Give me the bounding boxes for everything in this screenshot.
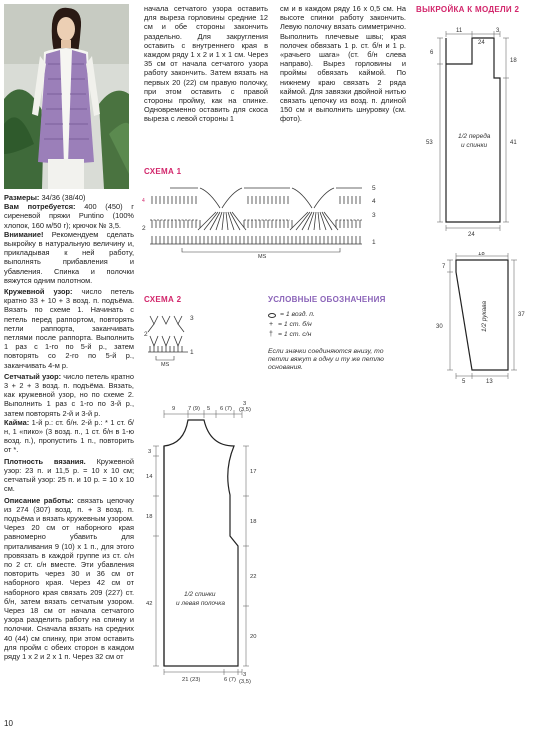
sleeve-dim-bottom-2: 13 — [486, 379, 493, 384]
page-number: 10 — [4, 719, 13, 728]
main-dim-right-22: 22 — [250, 574, 257, 580]
left-column-text — [4, 193, 134, 661]
front-dim-top-3: 24 — [478, 40, 485, 46]
edging-text: 1-й р.: ст. б/н. 2-й р.: * 1 ст. б/н, 1 «пико» (3 возд. п., 1 ст. б/н в 1-ю возд. п.), пропустить 1 п., повторить от *. — [4, 417, 134, 455]
chain-stitch-icon — [268, 313, 276, 318]
front-dim-left-1: 6 — [430, 50, 434, 56]
main-dim-top-3: 3 — [243, 401, 247, 407]
main-label-2: и левая полочка — [176, 600, 225, 607]
front-dim-right-1: 18 — [510, 58, 517, 64]
legend-item-dc: † = 1 ст. с/н — [269, 331, 312, 338]
legend — [268, 310, 398, 372]
main-dim-right-18: 18 — [250, 519, 257, 525]
schema2-row-1: 1 — [190, 349, 194, 356]
sleeve-schematic — [426, 252, 536, 384]
legend-item-chain: = 1 возд. п. — [268, 310, 398, 320]
front-label-1: 1/2 переда — [458, 133, 491, 140]
sleeve-dim-left-2: 30 — [436, 324, 443, 330]
lace-pattern-title: Кружевной узор: — [4, 287, 73, 297]
instructions-continued-col2: начала сетчатого узора оставить для выреза горловины средние 12 см и обе стороны закончить раздельно. Для закругления оставить с внутреннего края в каждом ряду 1 х 2 и 1 х 1 см. Через 35 см от начала сетчатого узора работу закончить. Затем вязать на первых 20 (22) см правую полочку, при этом оставить с правой стороны пройму, как на спинке. Одновременно оставить для скоса выреза с левой стороны 1 — [144, 4, 268, 124]
gauge-text: Кружевной узор: 23 п. и 11,5 р. = 10 х 10 см; сетчатый узор: 25 п. и 10 р. = 10 х 10 см. — [4, 456, 135, 494]
main-dim-right-17: 17 — [250, 469, 257, 475]
schema2-title: СХЕМА 2 — [144, 295, 182, 304]
sleeve-dim-left-1: 7 — [442, 264, 446, 270]
front-dim-bottom: 24 — [468, 232, 475, 238]
svg-text:4: 4 — [142, 198, 145, 204]
schema1-row-1: 1 — [372, 239, 376, 246]
main-dim-top-35: (3,5) — [239, 407, 251, 413]
schema2-row-2: 2 — [144, 331, 148, 338]
schema1-row-5: 5 — [372, 185, 376, 192]
main-dim-right-20: 20 — [250, 634, 257, 640]
edging-title: Кайма: — [4, 417, 30, 427]
main-dim-top-7: 7 (9) — [188, 406, 200, 412]
schema2-ms: MS — [161, 362, 170, 368]
sleeve-dim-top: 18 — [478, 252, 485, 257]
sizes-text: 34/36 (38/40) — [39, 193, 86, 202]
front-back-schematic — [418, 26, 536, 238]
schema2-row-3: 3 — [190, 315, 194, 322]
legend-item-sc: + = 1 ст. б/н — [268, 321, 312, 328]
main-dim-bottom-6: 6 (7) — [224, 677, 236, 683]
materials-text: 400 (450) г сиреневой пряжи Puntino (100% хлопок, 160 м/50 г); крючок № 3,5. — [4, 202, 134, 230]
front-dim-top-2: 3 — [496, 28, 500, 34]
main-dim-left-42: 42 — [146, 601, 153, 607]
sleeve-dim-right: 37 — [518, 312, 525, 318]
main-label-1: 1/2 спинки — [184, 591, 216, 598]
attention-title: Внимание! — [4, 229, 44, 239]
legend-title: УСЛОВНЫЕ ОБОЗНАЧЕНИЯ — [268, 295, 386, 304]
instructions-text: связать цепочку из 274 (307) возд. п. + 3 возд. п. подъёма и вязать кружевным узором. Через 20 см от наборного края равномерно убавить для приталивания 9 (10) х 1 п., для этого провязать в каждой группе из ст. с/н по 2 ст. с/н вместе. Эти убавления повторить через 30 и 36 см от наборного края. Через 42 см от наборного края связать 209 (227) ст. б/н, затем вязать сетчатым узором. Через 18 см от начала сетчатого узора разделить работу на спинку и полочки. Сначала вязать на средних 40 (44) см спинку, при этом оставить для пройм с обеих сторон в каждом ряду 1 х 2 и 2 х 1 п. Через 32 см от — [4, 495, 134, 661]
main-dim-top-6: 6 (7) — [220, 406, 232, 412]
back-left-front-schematic — [144, 400, 284, 690]
schema1-row-2: 2 — [142, 225, 146, 232]
lace-pattern-text: число петель кратно 33 + 10 + 3 возд. п. подъёма. Вязать по схеме 1. Начинать с петель перед раппортом, повторять петли раппорта, заканчивать петлями после раппорта. Выполнить 1 раз с 1-го по 5-й р., затем повторять со 2-го по 5-й р., заканчивать 4-м р. — [4, 287, 134, 370]
mesh-pattern-title: Сетчатый узор: — [4, 371, 62, 381]
front-dim-top-1: 11 — [456, 28, 463, 34]
single-crochet-icon: + — [268, 321, 274, 328]
main-dim-bottom-3: 3 — [243, 672, 247, 678]
main-dim-bottom-21: 21 (23) — [182, 677, 201, 683]
instructions-title: Описание работы: — [4, 495, 74, 505]
gauge-title: Плотность вязания. — [4, 456, 86, 466]
stitch-chart-2 — [144, 306, 204, 368]
sleeve-label: 1/2 рукава — [481, 300, 488, 332]
front-dim-left-2: 53 — [426, 140, 433, 146]
schema1-title: СХЕМА 1 — [144, 167, 182, 176]
front-dim-right-2: 41 — [510, 140, 517, 146]
materials-title: Вам потребуется: — [4, 202, 76, 212]
sleeve-dim-bottom-1: 5 — [462, 379, 466, 384]
front-label-2: и спинки — [461, 142, 488, 149]
sizes-title: Размеры: — [4, 193, 40, 202]
main-dim-top-5: 5 — [207, 406, 211, 412]
stitch-chart-1 — [140, 178, 390, 260]
main-dim-left-18: 18 — [146, 514, 153, 520]
main-dim-left-14: 14 — [146, 474, 153, 480]
model-photo — [4, 4, 129, 189]
mesh-pattern-text: число петель кратно 3 + 2 + 3 возд. п. подъёма. Вязать, как кружевной узор, но по схеме 2. Выполнить 1 раз с 1-го по 3-й р., затем повторять 2-й и 3-й р. — [4, 371, 134, 418]
main-dim-bottom-35: (3,5) — [239, 679, 251, 685]
legend-note: Если значки соединяются внизу, то петли вяжут в одну и ту же петлю основания. — [268, 348, 384, 371]
attention-text: Рекомендуем сделать выкройку в натуральную величину и, прикладывая к ней работу, выполнять прибавления и убавления. Спинка и полочки вяжутся одним полотном. — [4, 229, 134, 285]
instructions-continued-col3: см и в каждом ряду 16 х 0,5 см. На высоте спинки работу закончить. Левую полочку вязать симметрично. Выполнить плечевые швы; края полочек обвязать 1 р. ст. б/н и 1 р. «рачьего шага» (ст. б/н слева направо). Вырез горловины и проймы обвязать каймой. По нижнему краю связать 2 ряда каймой. Для завязки двойной нитью связать цепочку из возд. п. длиной 150 см и выполнить шнуровку (см. фото). — [280, 4, 406, 124]
main-dim-top-9: 9 — [172, 406, 176, 412]
main-dim-left-3: 3 — [148, 449, 152, 455]
schema1-row-4: 4 — [372, 198, 376, 205]
schema1-row-3: 3 — [372, 212, 376, 219]
pattern-title: ВЫКРОЙКА К МОДЕЛИ 2 — [416, 5, 520, 14]
woman-in-crochet-vest-photo — [4, 4, 129, 189]
double-crochet-icon: † — [269, 331, 273, 338]
schema1-ms: MS — [258, 254, 267, 260]
